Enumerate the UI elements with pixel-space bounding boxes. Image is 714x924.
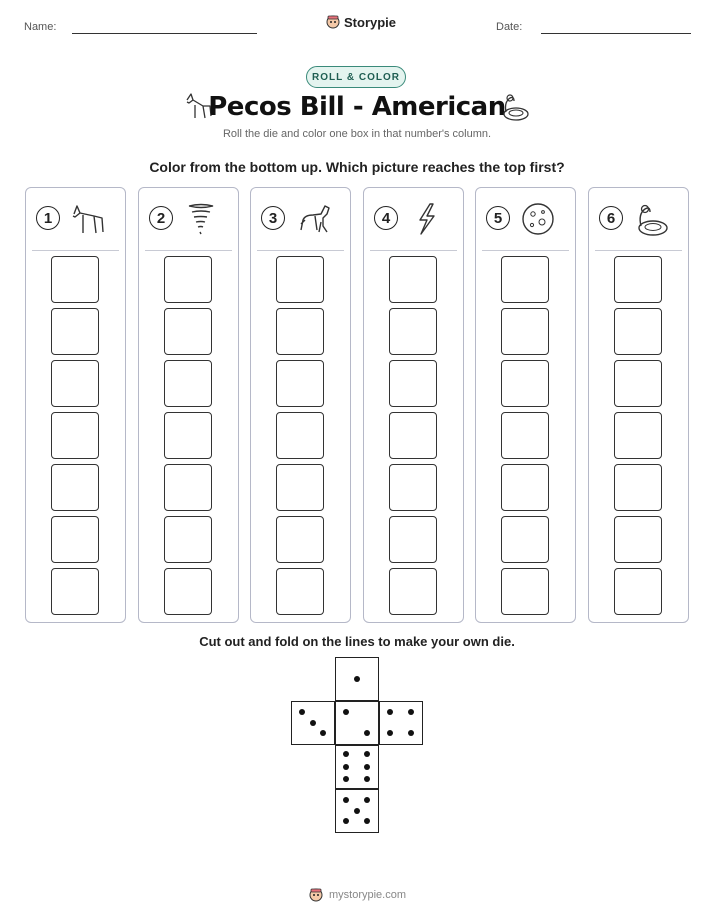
storypie-mascot-icon bbox=[308, 887, 324, 903]
color-box[interactable] bbox=[389, 360, 437, 407]
column-header bbox=[364, 188, 463, 250]
column-divider bbox=[145, 250, 232, 251]
color-box[interactable] bbox=[276, 308, 324, 355]
color-box[interactable] bbox=[501, 256, 549, 303]
color-box[interactable] bbox=[501, 412, 549, 459]
column-header bbox=[251, 188, 350, 250]
die-face bbox=[291, 701, 335, 745]
die-pip bbox=[364, 776, 370, 782]
color-box[interactable] bbox=[614, 256, 662, 303]
brand-logo bbox=[326, 14, 396, 30]
column-header bbox=[139, 188, 238, 250]
die-pip bbox=[364, 751, 370, 757]
color-box[interactable] bbox=[389, 568, 437, 615]
die-pip bbox=[343, 776, 349, 782]
horse-icon bbox=[293, 200, 333, 238]
color-box[interactable] bbox=[276, 464, 324, 511]
color-column-6 bbox=[588, 187, 689, 623]
column-header bbox=[26, 188, 125, 250]
color-box[interactable] bbox=[389, 464, 437, 511]
color-box[interactable] bbox=[614, 568, 662, 615]
die-pip bbox=[354, 808, 360, 814]
color-column-2 bbox=[138, 187, 239, 623]
die-face bbox=[379, 701, 423, 745]
die-face bbox=[335, 789, 379, 833]
name-line[interactable] bbox=[72, 33, 257, 34]
lightning-icon bbox=[406, 200, 446, 238]
color-box[interactable] bbox=[614, 412, 662, 459]
column-divider bbox=[370, 250, 457, 251]
die-pip bbox=[320, 730, 326, 736]
die-pip bbox=[343, 751, 349, 757]
color-box[interactable] bbox=[614, 308, 662, 355]
name-label: Name: bbox=[24, 21, 57, 33]
die-pip bbox=[343, 818, 349, 824]
die-pip bbox=[364, 730, 370, 736]
color-box[interactable] bbox=[51, 360, 99, 407]
color-box[interactable] bbox=[501, 464, 549, 511]
color-box[interactable] bbox=[164, 568, 212, 615]
color-box[interactable] bbox=[389, 412, 437, 459]
rattlesnake-icon bbox=[498, 92, 530, 122]
column-divider bbox=[482, 250, 569, 251]
color-box[interactable] bbox=[614, 464, 662, 511]
column-number: 2 bbox=[149, 206, 173, 230]
footer-url[interactable]: mystorypie.com bbox=[328, 889, 407, 901]
die-pip bbox=[408, 709, 414, 715]
color-column-1 bbox=[25, 187, 126, 623]
die-pip bbox=[343, 797, 349, 803]
die-pip bbox=[364, 797, 370, 803]
die-pip bbox=[387, 709, 393, 715]
rattlesnake-icon bbox=[631, 200, 671, 238]
roll-color-badge: ROLL & COLOR bbox=[306, 66, 406, 88]
color-box[interactable] bbox=[164, 412, 212, 459]
color-box[interactable] bbox=[276, 568, 324, 615]
subtitle: Roll the die and color one box in that number's column. bbox=[222, 128, 492, 140]
color-box[interactable] bbox=[164, 308, 212, 355]
page-title: Pecos Bill - American bbox=[208, 92, 506, 122]
die-pip bbox=[310, 720, 316, 726]
die-face bbox=[335, 701, 379, 745]
die-pip bbox=[364, 818, 370, 824]
color-box[interactable] bbox=[51, 308, 99, 355]
column-number: 1 bbox=[36, 206, 60, 230]
color-box[interactable] bbox=[51, 256, 99, 303]
color-column-4 bbox=[363, 187, 464, 623]
die-pip bbox=[343, 764, 349, 770]
color-box[interactable] bbox=[501, 360, 549, 407]
color-box[interactable] bbox=[276, 516, 324, 563]
coyote-icon bbox=[68, 200, 108, 238]
color-box[interactable] bbox=[276, 256, 324, 303]
column-number: 3 bbox=[261, 206, 285, 230]
date-label: Date: bbox=[496, 21, 523, 33]
date-line[interactable] bbox=[541, 33, 691, 34]
die-face bbox=[335, 745, 379, 789]
color-box[interactable] bbox=[51, 516, 99, 563]
die-face bbox=[335, 657, 379, 701]
column-divider bbox=[32, 250, 119, 251]
die-pip bbox=[299, 709, 305, 715]
color-column-5 bbox=[475, 187, 576, 623]
column-number: 6 bbox=[599, 206, 623, 230]
color-box[interactable] bbox=[501, 516, 549, 563]
color-box[interactable] bbox=[164, 256, 212, 303]
color-box[interactable] bbox=[389, 308, 437, 355]
column-divider bbox=[257, 250, 344, 251]
color-box[interactable] bbox=[501, 568, 549, 615]
color-box[interactable] bbox=[51, 412, 99, 459]
column-header bbox=[589, 188, 688, 250]
color-box[interactable] bbox=[164, 360, 212, 407]
color-box[interactable] bbox=[51, 464, 99, 511]
instruction: Color from the bottom up. Which picture reaches the top first? bbox=[149, 159, 565, 175]
color-box[interactable] bbox=[501, 308, 549, 355]
cut-instruction: Cut out and fold on the lines to make your own die. bbox=[199, 634, 515, 649]
color-box[interactable] bbox=[614, 360, 662, 407]
die-pip bbox=[364, 764, 370, 770]
color-box[interactable] bbox=[164, 516, 212, 563]
tornado-icon bbox=[181, 200, 221, 238]
die-pip bbox=[343, 709, 349, 715]
color-box[interactable] bbox=[276, 360, 324, 407]
color-column-3 bbox=[250, 187, 351, 623]
die-pip bbox=[387, 730, 393, 736]
column-header bbox=[476, 188, 575, 250]
color-box[interactable] bbox=[51, 568, 99, 615]
color-box[interactable] bbox=[389, 256, 437, 303]
moon-icon bbox=[518, 200, 558, 238]
column-divider bbox=[595, 250, 682, 251]
color-box[interactable] bbox=[276, 412, 324, 459]
brand-name: Storypie bbox=[344, 14, 397, 30]
die-pip bbox=[408, 730, 414, 736]
column-number: 4 bbox=[374, 206, 398, 230]
storypie-mascot-icon bbox=[326, 14, 340, 30]
column-number: 5 bbox=[486, 206, 510, 230]
color-box[interactable] bbox=[164, 464, 212, 511]
footer bbox=[0, 887, 714, 903]
color-box[interactable] bbox=[389, 516, 437, 563]
die-pip bbox=[354, 676, 360, 682]
color-box[interactable] bbox=[614, 516, 662, 563]
